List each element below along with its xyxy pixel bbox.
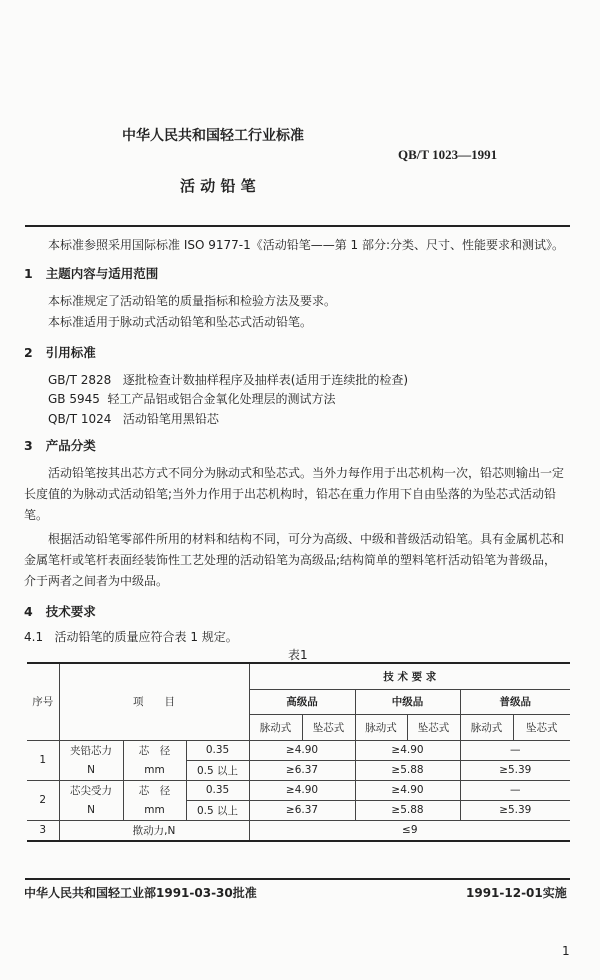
- cell-low: ≥5.39: [460, 800, 570, 820]
- paragraph: 本标准适用于脉动式活动铅笔和坠芯式活动铅笔。: [48, 315, 313, 329]
- paragraph-line: 活动铅笔按其出芯方式不同分为脉动式和坠芯式。当外力每作用于出芯机构一次，铅芯则输出一定: [48, 466, 565, 480]
- header-rule: [25, 225, 570, 227]
- ref-code: GB/T 2828: [48, 373, 112, 387]
- cell-size: 0.5 以上: [186, 800, 249, 820]
- doc-title: 活 动 铅 笔: [180, 177, 256, 195]
- effective-date: 1991-12-01实施: [466, 886, 567, 900]
- section-num: 3: [24, 438, 33, 453]
- ref-text: 轻工产品铝或铝合金氧化处理层的测试方法: [107, 392, 336, 406]
- grade-mid: 中级品: [355, 689, 460, 714]
- cell-mid: ≥4.90: [355, 780, 460, 800]
- header-tech-req: 技 术 要 求: [249, 663, 570, 689]
- table-row: [27, 820, 570, 841]
- table-caption: 表1: [288, 648, 308, 662]
- section-title: 技术要求: [45, 604, 96, 619]
- section-num: 2: [24, 345, 33, 360]
- page-number: 1: [562, 944, 570, 958]
- type-header: 坠芯式: [513, 714, 570, 740]
- reference-item: [48, 410, 219, 427]
- section-num: 4: [24, 604, 33, 619]
- paragraph-line: 介于两者之间者为中级品。: [24, 574, 169, 588]
- cell-low: ≥5.39: [460, 760, 570, 780]
- cell-dia-unit: mm: [123, 760, 186, 780]
- approval-date: 中华人民共和国轻工业部1991-03-30批准: [24, 886, 257, 900]
- cell-mid: ≥5.88: [355, 800, 460, 820]
- cell-size: 0.35: [186, 740, 249, 760]
- section-title: 主题内容与适用范围: [45, 266, 159, 281]
- paragraph-line: 金属笔杆或笔杆表面经装饰性工艺处理的活动铅笔为高级品;结构简单的塑料笔杆活动铅笔为普级品，: [24, 553, 557, 567]
- clause-num: 4.1: [24, 630, 44, 644]
- section-1-title: [24, 264, 158, 282]
- reference-item: [48, 390, 336, 407]
- paragraph-line: 长度值的为脉动式活动铅笔;当外力作用于出芯机构时，铅芯在重力作用下自由坠落的为坠芯式活动铅: [24, 487, 557, 501]
- grade-high: 高级品: [249, 689, 355, 714]
- requirements-table: [27, 662, 570, 842]
- section-title: 产品分类: [45, 438, 96, 453]
- cell-low: —: [460, 780, 570, 800]
- type-header: 坠芯式: [407, 714, 460, 740]
- table-row: [27, 740, 570, 760]
- cell-seq: 2: [27, 780, 59, 820]
- cell-unit: N: [59, 800, 123, 820]
- cell-mid: ≥5.88: [355, 760, 460, 780]
- clause-4-1: [24, 628, 238, 645]
- section-title: 引用标准: [45, 345, 96, 360]
- standard-code: QB/T 1023—1991: [398, 147, 498, 162]
- cell-mid: ≥4.90: [355, 740, 460, 760]
- reference-item: [48, 371, 408, 388]
- footer-rule: [25, 878, 570, 880]
- table-row: [27, 760, 570, 780]
- section-4-title: [24, 602, 96, 620]
- grade-low: 普级品: [460, 689, 570, 714]
- section-3-title: [24, 436, 96, 454]
- cell-name: 夹铅芯力: [59, 740, 123, 760]
- cell-size: 0.35: [186, 780, 249, 800]
- cell-name: 揿动力,N: [59, 820, 249, 841]
- cell-low: —: [460, 740, 570, 760]
- cell-high: ≥4.90: [249, 780, 355, 800]
- ministry-title: 中华人民共和国轻工行业标准: [122, 128, 304, 144]
- cell-size: 0.5 以上: [186, 760, 249, 780]
- type-header: 脉动式: [249, 714, 302, 740]
- cell-unit: N: [59, 760, 123, 780]
- clause-text: 活动铅笔的质量应符合表 1 规定。: [54, 630, 238, 644]
- cell-high: ≥6.37: [249, 800, 355, 820]
- paragraph: 本标准规定了活动铅笔的质量指标和检验方法及要求。: [48, 294, 337, 308]
- cell-name: 芯尖受力: [59, 780, 123, 800]
- cell-seq: 1: [27, 740, 59, 780]
- paragraph-line: 笔。: [24, 508, 49, 522]
- table-row: [27, 800, 570, 820]
- intro-text: 本标准参照采用国际标准 ISO 9177-1《活动铅笔——第 1 部分:分类、尺寸、性能要求和测试》。: [48, 238, 565, 252]
- ref-text: 活动铅笔用黑铅芯: [122, 412, 219, 426]
- ref-text: 逐批检查计数抽样程序及抽样表(适用于连续批的检查): [122, 373, 409, 387]
- section-num: 1: [24, 266, 33, 281]
- cell-dia: 芯 径: [123, 780, 186, 800]
- type-header: 坠芯式: [302, 714, 355, 740]
- section-2-title: [24, 343, 96, 361]
- type-header: 脉动式: [460, 714, 513, 740]
- cell-high: ≥4.90: [249, 740, 355, 760]
- cell-value: ≤9: [249, 820, 570, 841]
- table-row: [27, 780, 570, 800]
- cell-dia: 芯 径: [123, 740, 186, 760]
- header-item: 项 目: [59, 663, 249, 740]
- header-seq: 序号: [27, 663, 59, 740]
- ref-code: QB/T 1024: [48, 412, 112, 426]
- ref-code: GB 5945: [48, 392, 100, 406]
- type-header: 脉动式: [355, 714, 407, 740]
- paragraph-line: 根据活动铅笔零部件所用的材料和结构不同，可分为高级、中级和普级活动铅笔。具有金属机芯和: [48, 532, 565, 546]
- cell-dia-unit: mm: [123, 800, 186, 820]
- cell-seq: 3: [27, 820, 59, 841]
- cell-high: ≥6.37: [249, 760, 355, 780]
